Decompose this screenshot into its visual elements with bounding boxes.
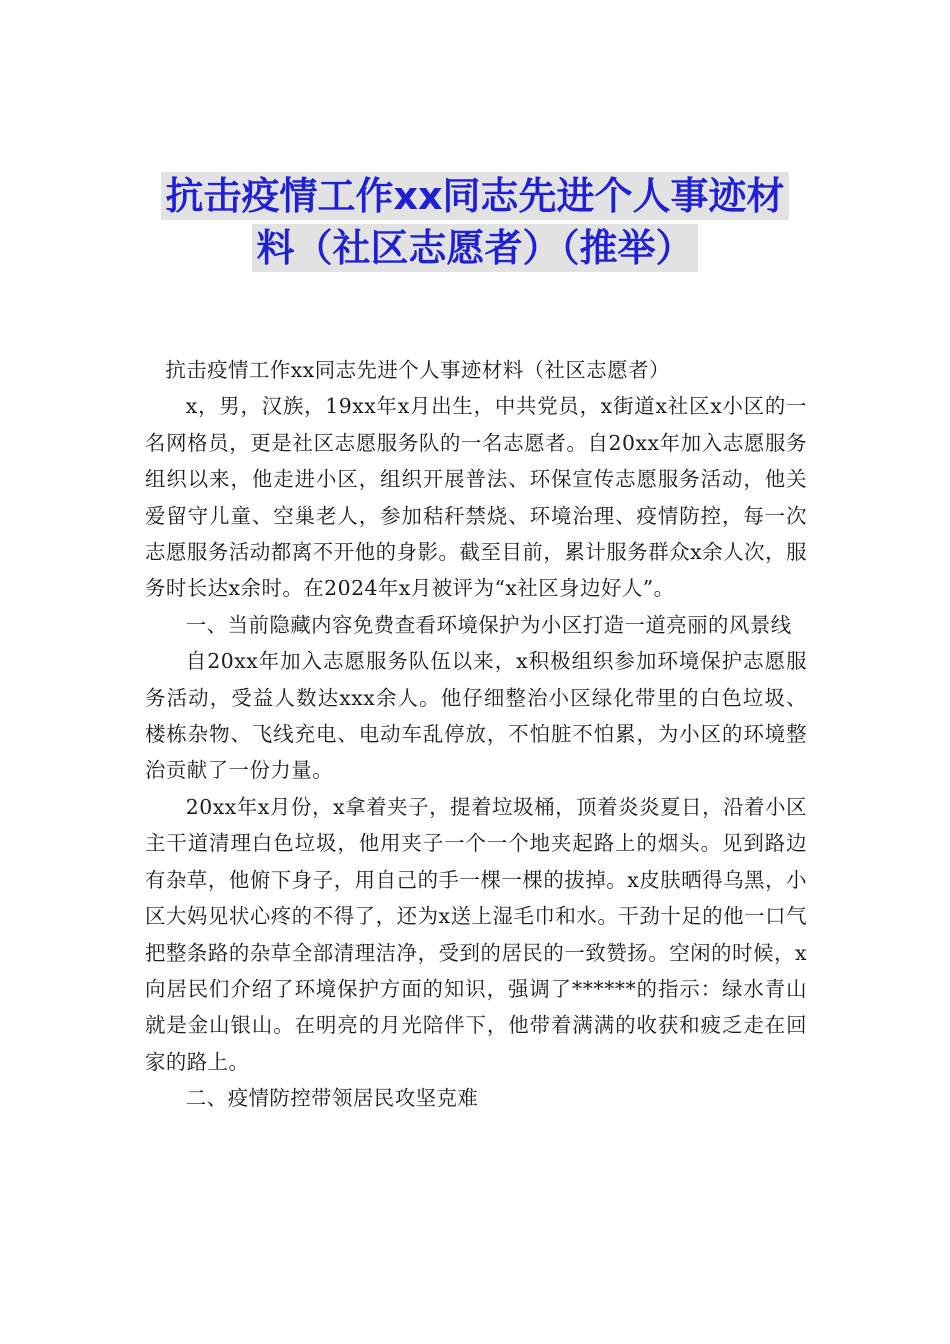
body-paragraph: 自20xx年加入志愿服务队伍以来，x积极组织参加环境保护志愿服务活动，受益人数达xxx余人。他仔细整治小区绿化带里的白色垃圾、楼栋杂物、飞线充电、电动车乱停放，不怕脏不怕累，为小区的环境整治贡献了一份力量。 <box>145 649 807 783</box>
body-paragraph: 20xx年x月份，x拿着夹子，提着垃圾桶，顶着炎炎夏日，沿着小区主干道清理白色垃圾，他用夹子一个一个地夹起路上的烟头。见到路边有杂草，他俯下身子，用自己的手一棵一棵的拔掉。x皮肤晒得乌黑，小区大妈见状心疼的不得了，还为x送上湿毛巾和水。干劲十足的他一口气把整条路的杂草全部清理洁净，受到的居民的一致赞扬。空闲的时候，x向居民们介绍了环境保护方面的知识，强调了******的指示：绿水青山就是金山银山。在明亮的月光陪伴下，他带着满满的收获和疲乏走在回家的路上。 <box>145 794 807 1074</box>
document-title <box>0 172 950 276</box>
section-heading-2: 二、疫情防控带领居民攻坚克难 <box>185 1086 479 1111</box>
intro-paragraph: x，男，汉族，19xx年x月出生，中共党员，x街道x社区x小区的一名网格员，更是社区志愿服务队的一名志愿者。自20xx年加入志愿服务组织以来，他走进小区，组织开展普法、环保宣传志愿服务活动，他关爱留守儿童、空巢老人，参加秸秆禁烧、环境治理、疫情防控，每一次志愿服务活动都离不开他的身影。截至目前，累计服务群众x余人次，服务时长达x余时。在2024年x月被评为“x社区身边好人”。 <box>145 394 807 601</box>
document-body <box>145 352 807 1117</box>
title-line-1: 抗击疫情工作xx同志先进个人事迹材 <box>161 172 788 220</box>
subtitle-paragraph: 抗击疫情工作xx同志先进个人事迹材料（社区志愿者） <box>165 358 670 382</box>
title-line-2: 料（社区志愿者）（推举） <box>252 224 697 272</box>
section-heading-1: 一、当前隐藏内容免费查看环境保护为小区打造一道亮丽的风景线 <box>185 612 792 637</box>
